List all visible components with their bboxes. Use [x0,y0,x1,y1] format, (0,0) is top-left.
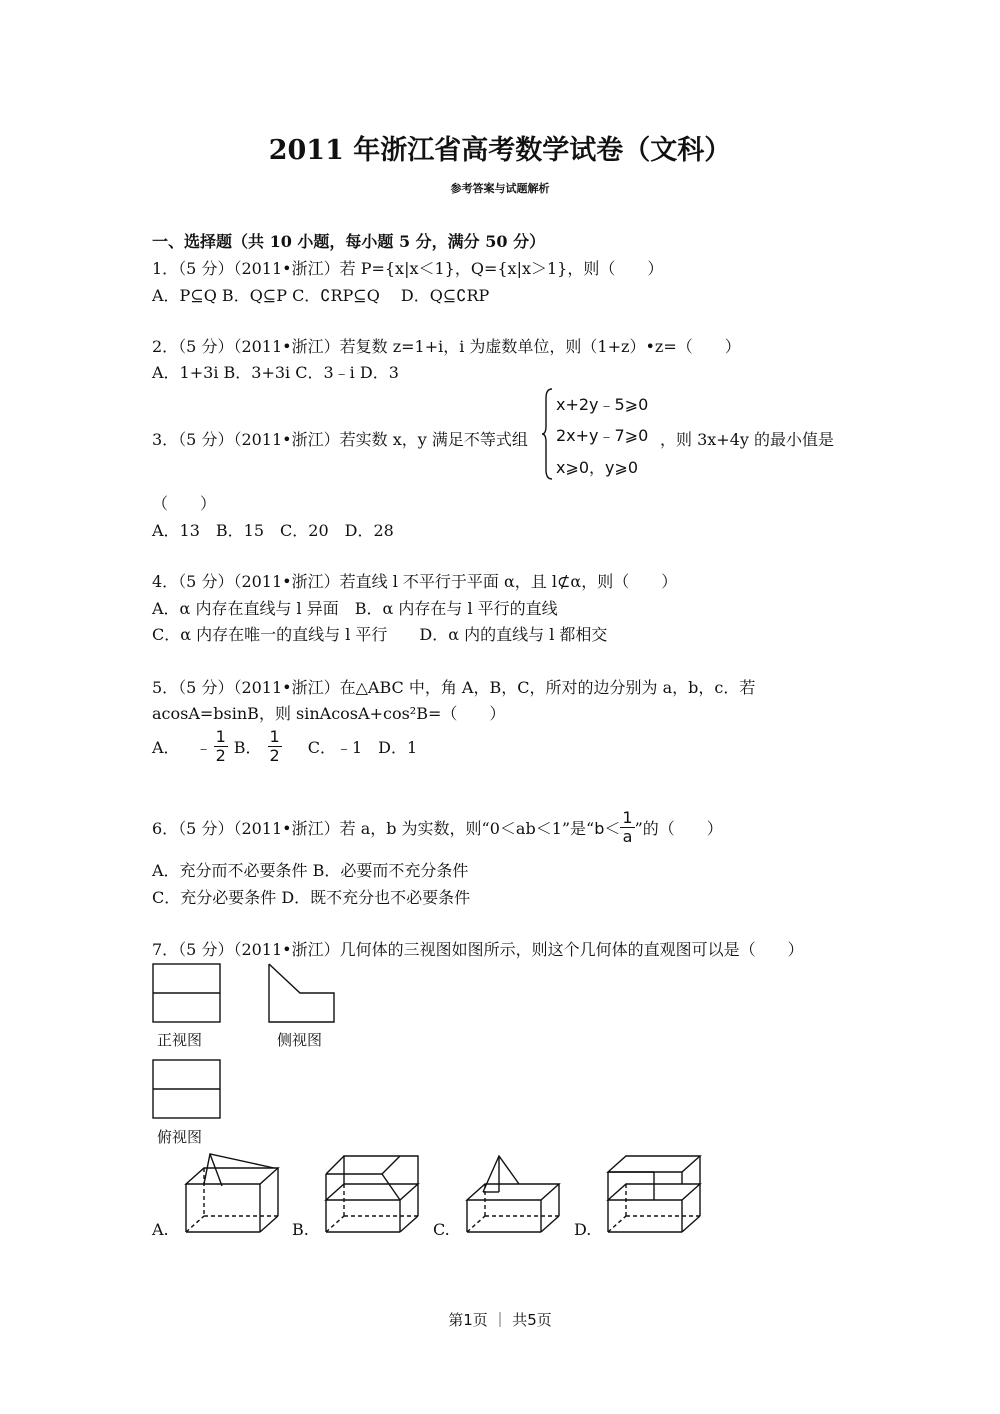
q5-frac-a-den: 2 [215,746,226,765]
q6-frac-den: a [622,827,633,846]
front-view-label: 正视图 [157,1031,203,1049]
q3-ineq-2: 2x+y﹣7⩾0 [556,426,649,445]
q5-frac-a-num: 1 [215,727,226,746]
q5-stem-1: 5．（5 分）（2011•浙江）在△ABC 中，角 A，B，C，所对的边分别为 a，b，c．若 [152,678,756,697]
q7-opt-b-label: B. [292,1220,309,1239]
q6-stem-post: ”的（ ） [634,819,723,838]
q7-option-a-figure [182,1150,282,1236]
q6-stem [152,809,723,846]
q7-opt-a-label: A. [152,1220,169,1239]
q3-paren: （ ） [152,494,217,513]
top-view-label: 俯视图 [157,1128,203,1146]
q5-minus: ﹣ [195,738,212,757]
q6-frac [620,809,634,846]
q7-opt-c-label: C. [433,1220,450,1239]
q5-opt-b-label: B． [233,738,262,757]
q7-stem: 7．（5 分）（2011•浙江）几何体的三视图如图所示，则这个几何体的直观图可以是（ ） [152,940,804,959]
page-title: 2011 年浙江省高考数学试卷（文科） [268,135,732,166]
q3-options: A．13 B．15 C．20 D．28 [152,521,394,540]
side-view-label: 侧视图 [277,1031,323,1049]
q6-frac-num: 1 [622,808,633,827]
q1-options: A．P⊆Q B．Q⊆P C．∁RP⊆Q D．Q⊆∁RP [152,286,490,305]
top-view-figure [150,1058,224,1122]
section-heading: 一、选择题（共 10 小题，每小题 5 分，满分 50 分） [152,232,546,251]
side-view-figure [266,962,338,1026]
q2-options: A．1+3i B．3+3i C．3﹣i D．3 [152,363,399,382]
q7-option-c-figure [463,1150,563,1236]
q5-frac-a [214,728,228,765]
q6-options-ab: A．充分而不必要条件 B．必要而不充分条件 [152,861,469,880]
q5-opt-a-label: A． [152,738,180,757]
q6-b-lt: b＜ [594,819,621,838]
q7-opt-d-label: D. [574,1220,592,1239]
q7-option-b-figure [322,1150,422,1236]
q3-stem-tail: ，则 3x+4y 的最小值是 [660,430,835,449]
page-footer: 第1页 ｜ 共5页 [448,1311,552,1329]
q2-stem: 2．（5 分）（2011•浙江）若复数 z=1+i，i 为虚数单位，则（1+z）•z=（ ） [152,337,741,356]
q5-opt-cd: C．﹣1 D．1 [307,738,418,757]
q3-ineq-3: x⩾0，y⩾0 [556,458,639,477]
q3-stem: 3．（5 分）（2011•浙江）若实数 x，y 满足不等式组 [152,430,528,449]
q4-options-cd: C．α 内存在唯一的直线与 l 平行 D．α 内的直线与 l 都相交 [152,625,608,644]
q5-stem-2: acosA=bsinB，则 sinAcosA+cos²B=（ ） [152,704,506,723]
q5-frac-b [268,728,282,765]
inequality-brace [541,388,553,480]
q6-options-cd: C．充分必要条件 D．既不充分也不必要条件 [152,888,471,907]
q4-options-ab: A．α 内存在直线与 l 异面 B．α 内存在与 l 平行的直线 [152,599,558,618]
front-view-figure [150,962,224,1026]
q1-stem: 1．（5 分）（2011•浙江）若 P={x|x＜1}，Q={x|x＞1}，则（ ） [152,259,664,278]
q4-stem: 4．（5 分）（2011•浙江）若直线 l 不平行于平面 α，且 l⊄α，则（ ） [152,572,678,591]
q6-stem-pre: 6．（5 分）（2011•浙江）若 a，b 为实数，则“0＜ab＜1”是“ [152,819,595,838]
q5-frac-b-num: 1 [269,727,280,746]
page-subtitle: 参考答案与试题解析 [450,182,550,195]
q3-ineq-1: x+2y﹣5⩾0 [556,395,649,414]
q5-options [152,728,417,765]
q7-option-d-figure [604,1150,704,1236]
q5-frac-b-den: 2 [269,746,280,765]
